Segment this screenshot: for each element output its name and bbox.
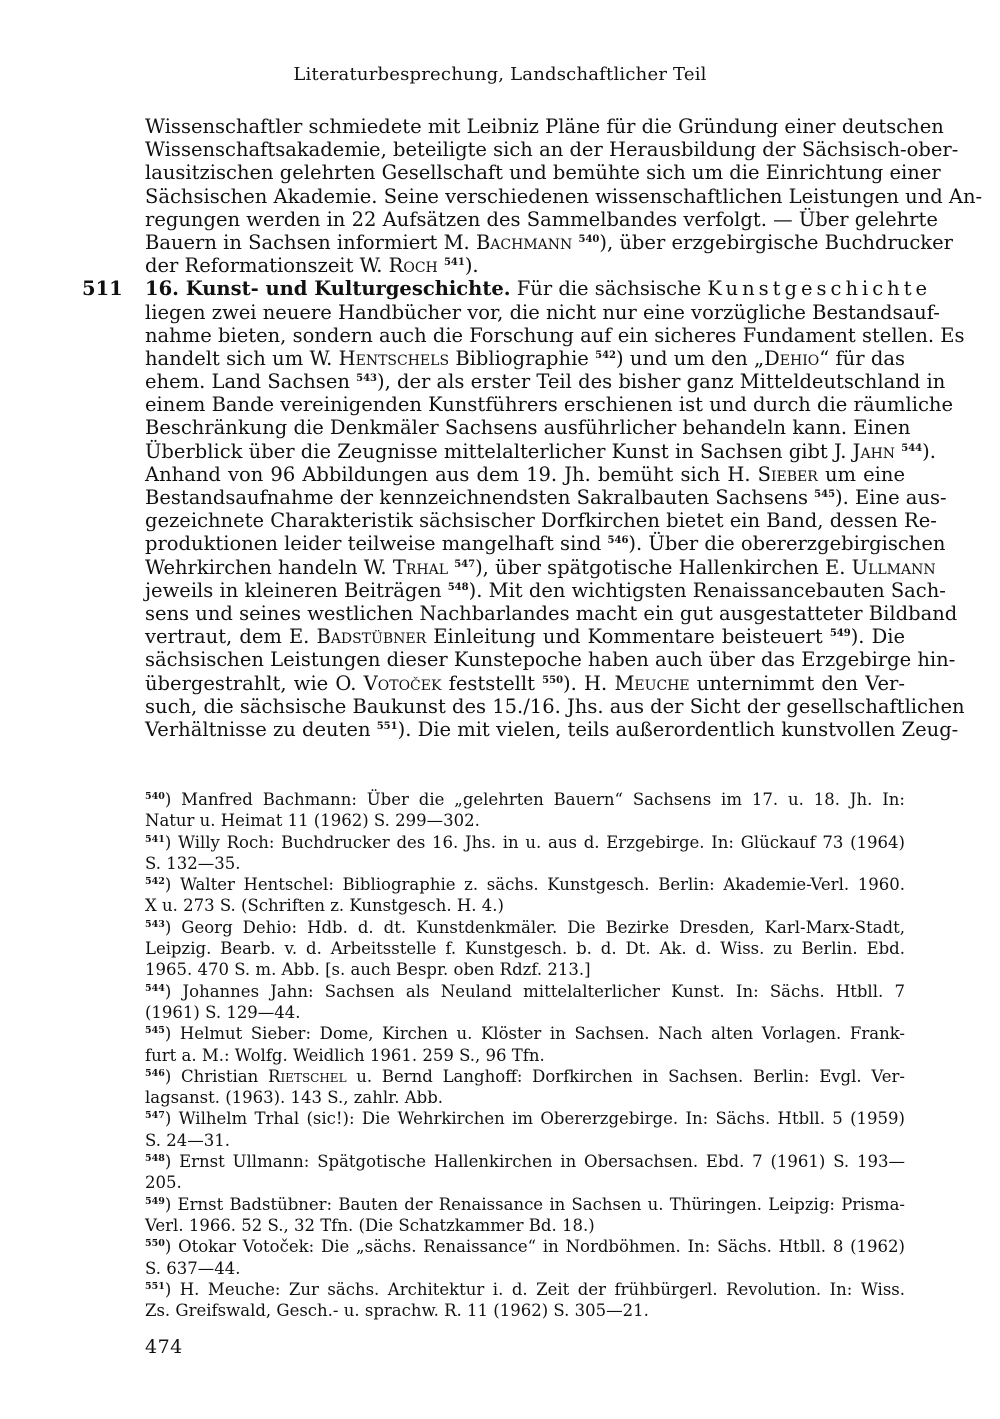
text-run: u. Bernd Langhoff: Dorfkirchen in Sachsen. Berlin: Evgl. Ver-	[346, 1066, 906, 1086]
text-run: handelt sich um W.	[145, 346, 339, 370]
text-run: ) Manfred Bachmann: Über die „gelehrten Bauern“ Sachsens im 17. u. 18. Jh. In:	[164, 790, 905, 809]
running-header: Literaturbesprechung, Landschaftlicher Teil	[293, 64, 707, 85]
text-line	[145, 463, 905, 486]
footnote-ref: 550	[542, 674, 564, 686]
footnote-line: (1961) S. 129—44.	[145, 1002, 301, 1022]
footnote-line	[145, 874, 905, 895]
text-line	[145, 370, 946, 394]
body-text	[82, 115, 983, 741]
footnote-541	[145, 832, 905, 875]
text-run: ).	[464, 254, 479, 278]
text-run: ). Eine aus-	[835, 486, 947, 509]
text-run: ). Mit den wichtigsten Renaissancebauten Sach-	[468, 578, 946, 602]
footnote-line	[145, 917, 905, 938]
spaced-term: Kunstgeschichte	[707, 277, 932, 301]
text-line: lausitzischen gelehrten Gesellschaft und bemühte sich um die Einrichtung einer	[145, 161, 941, 185]
footnote-line: lagsanst. (1963). 143 S., zahlr. Abb.	[145, 1088, 444, 1108]
text-run: ) Ernst Ullmann: Spätgotische Hallenkirchen in Obersachsen. Ebd. 7 (1961) S. 193—	[164, 1152, 905, 1172]
footnote-549	[145, 1194, 905, 1237]
footnote-number: 549	[145, 1195, 165, 1207]
footnote-line: X u. 273 S. (Schriften z. Kunstgesch. H. 4.)	[145, 896, 504, 916]
author-name: Sieber	[757, 462, 818, 486]
text-run: “ für das	[819, 346, 905, 370]
text-run: ) Helmut Sieber: Dome, Kirchen u. Klöster in Sachsen. Nach alten Vorlagen. Frank-	[164, 1024, 905, 1044]
footnote-line	[145, 981, 905, 1002]
footnote-ref: 542	[595, 349, 617, 361]
text-run: Anhand von 96 Abbildungen aus dem 19. Jh. bemüht sich H.	[145, 462, 758, 486]
text-run: unternimmt den Ver-	[689, 671, 905, 695]
text-run: Verhältnisse zu deuten	[145, 717, 377, 741]
text-line	[145, 672, 905, 695]
text-run: der Reformationszeit W.	[145, 254, 389, 278]
text-run: übergestrahlt, wie O.	[145, 671, 364, 695]
author-name: Jahn	[852, 439, 896, 463]
page-number: 474	[145, 1336, 183, 1358]
author-name: Bachmann	[475, 230, 573, 254]
footnote-line: S. 132—35.	[145, 853, 241, 873]
footnote-547	[145, 1108, 905, 1151]
text-run: Für die sächsische	[510, 277, 708, 301]
footnote-number: 547	[145, 1110, 165, 1122]
footnote-ref: 546	[607, 535, 629, 547]
footnote-ref: 540	[578, 233, 600, 245]
margin-number: 511	[82, 277, 123, 301]
footnote-line	[145, 1236, 905, 1257]
author-name: Votoček	[363, 671, 442, 695]
footnote-number: 540	[145, 791, 165, 802]
text-line: regungen werden in 22 Aufsätzen des Sammelbandes verfolgt. — Über gelehrte	[145, 207, 938, 231]
footnote-line	[145, 1151, 905, 1172]
text-run: ) Georg Dehio: Hdb. d. dt. Kunstdenkmäler. Die Bezirke Dresden, Karl-Marx-Stadt,	[164, 917, 905, 937]
text-line: liegen zwei neuere Handbücher vor, die nicht nur eine vorzügliche Bestandsauf-	[145, 300, 940, 324]
footnote-number: 542	[145, 876, 165, 888]
text-line	[145, 486, 947, 509]
text-run: ), der als erster Teil des bisher ganz Mitteldeutschland in	[377, 370, 946, 394]
footnote-line: Zs. Greifswald, Gesch.- u. sprachw. R. 11 (1962) S. 305—21.	[145, 1301, 649, 1321]
author-name: Rietschel	[268, 1066, 347, 1086]
text-run: ) Walter Hentschel: Bibliographie z. sächs. Kunstgesch. Berlin: Akademie-Verl. 1960.	[164, 875, 905, 895]
footnote-line: furt a. M.: Wolfg. Weidlich 1961. 259 S., 96 Tfn.	[145, 1045, 545, 1065]
footnote-550	[145, 1236, 905, 1279]
footnote-line	[145, 1108, 905, 1129]
author-name: Trhal	[392, 555, 448, 579]
text-run: Bestandsaufnahme der kennzeichnendsten Sakralbauten Sachsens	[145, 486, 815, 509]
footnote-544	[145, 981, 905, 1024]
text-line: Beschränkung die Denkmäler Sachsens ausführlicher behandeln kann. Einen	[145, 416, 911, 440]
footnote-line	[145, 832, 905, 853]
footnote-number: 541	[145, 833, 165, 845]
author-name: Meuche	[614, 671, 690, 695]
text-run: Einleitung und Kommentare beisteuert	[426, 625, 830, 649]
text-run: ). Über die obererzgebirgischen	[628, 532, 946, 556]
section-heading: 16. Kunst- und Kulturgeschichte.	[145, 277, 511, 301]
text-run: um eine	[817, 462, 905, 486]
text-line: sens und seines westlichen Nachbarlandes macht ein gut ausgestatteter Bildband	[145, 601, 958, 625]
footnotes	[145, 789, 905, 1321]
footnote-ref: 543	[356, 373, 377, 385]
text-run: jeweils in kleineren Beiträgen	[145, 578, 448, 602]
footnote-542	[145, 874, 905, 917]
paragraph-1	[145, 115, 983, 278]
text-line	[145, 578, 946, 602]
footnote-number: 551	[145, 1280, 165, 1292]
author-name: Roch	[388, 254, 438, 278]
text-run: ) Johannes Jahn: Sachsen als Neuland mittelalterlicher Kunst. In: Sächs. Htbll. 7	[164, 981, 905, 1001]
text-run: ).	[922, 439, 936, 463]
text-run: ) Ernst Badstübner: Bauten der Renaissance in Sachsen u. Thüringen. Leipzig: Prisma-	[164, 1194, 905, 1214]
text-line	[145, 439, 936, 463]
footnote-number: 543	[145, 918, 165, 930]
footnote-line: 205.	[145, 1173, 182, 1193]
text-line	[145, 625, 905, 648]
footnote-551	[145, 1279, 905, 1322]
text-run: ehem. Land Sachsen	[145, 370, 357, 394]
text-line	[145, 254, 905, 277]
footnote-545	[145, 1023, 905, 1066]
text-line: gezeichnete Charakteristik sächsischer Dorfkirchen bietet ein Band, dessen Re-	[145, 509, 937, 533]
text-line: sächsischen Leistungen dieser Kunstepoche haben auch über das Erzgebirge hin-	[145, 648, 956, 672]
text-run: ), über erzgebirgische Buchdrucker	[599, 230, 953, 254]
text-run: feststellt	[441, 671, 543, 695]
footnote-line	[145, 1066, 905, 1087]
footnote-number: 550	[145, 1238, 165, 1250]
text-line	[145, 230, 953, 254]
footnote-line: S. 24—31.	[145, 1130, 230, 1150]
text-run: ) und um den „	[616, 346, 765, 370]
footnote-number: 545	[145, 1025, 165, 1037]
author-name: Ullmann	[851, 555, 936, 579]
text-run: Bauern in Sachsen informiert M.	[145, 230, 476, 254]
footnote-543	[145, 917, 905, 981]
footnote-ref: 548	[447, 581, 469, 593]
text-run: ) Wilhelm Trhal (sic!): Die Wehrkirchen im Obererzgebirge. In: Sächs. Htbll. 5 (1959)	[164, 1109, 905, 1129]
footnote-number: 544	[145, 982, 165, 994]
text-run: ). Die mit vielen, teils außerordentlich kunstvollen Zeug-	[397, 717, 959, 741]
text-line: Wissenschaftler schmiedete mit Leibniz Pläne für die Gründung einer deutschen	[145, 115, 944, 138]
text-line: Sächsischen Akademie. Seine verschiedenen wissenschaftlichen Leistungen und An-	[145, 184, 983, 208]
text-line: nahme bieten, sondern auch die Forschung auf ein sicheres Fundament stellen. Es	[145, 323, 965, 347]
footnote-line: Natur u. Heimat 11 (1962) S. 299—302.	[145, 811, 480, 831]
text-run: ) Otokar Votoček: Die „sächs. Renaissance“ in Nordböhmen. In: Sächs. Htbll. 8 (1962)	[164, 1237, 905, 1257]
footnote-ref: 549	[829, 628, 851, 640]
text-line	[145, 532, 946, 556]
text-line	[145, 717, 959, 741]
text-run: ) Willy Roch: Buchdrucker des 16. Jhs. in u. aus d. Erzgebirge. In: Glückauf 73 (1964)	[164, 832, 905, 852]
footnote-line	[145, 1279, 905, 1300]
text-line	[145, 347, 905, 370]
footnote-line	[145, 1194, 905, 1215]
text-line: such, die sächsische Baukunst des 15./16. Jhs. aus der Sicht der gesellschaftlichen	[145, 694, 965, 718]
footnote-line	[145, 789, 905, 810]
text-run: Überblick über die Zeugnisse mittelalterlicher Kunst in Sachsen gibt J.	[145, 439, 853, 463]
footnote-number: 546	[145, 1067, 165, 1079]
text-run: ), über spätgotische Hallenkirchen E.	[475, 555, 852, 579]
footnote-548	[145, 1151, 905, 1194]
text-line	[82, 277, 932, 301]
text-line: Wissenschaftsakademie, beteiligte sich an der Herausbildung der Sächsisch-ober-	[145, 138, 959, 162]
text-run: Bibliographie	[449, 346, 596, 370]
footnote-ref: 544	[901, 442, 923, 454]
footnote-line: S. 637—44.	[145, 1258, 241, 1278]
text-run: Wehrkirchen handeln W.	[145, 555, 393, 579]
footnote-number: 548	[145, 1153, 165, 1165]
text-line: einem Bande vereinigenden Kunstführers erschienen ist und durch die räumliche	[145, 393, 953, 417]
text-run: ) Christian	[164, 1066, 269, 1086]
footnote-line: 1965. 470 S. m. Abb. [s. auch Bespr. oben Rdzf. 213.]	[145, 960, 591, 980]
footnote-ref: 541	[443, 257, 465, 269]
footnote-line: Leipzig. Bearb. v. d. Arbeitsstelle f. Kunstgesch. b. d. Dt. Ak. d. Wiss. zu Berlin. Ebd.	[145, 939, 905, 959]
footnote-ref: 551	[376, 720, 398, 732]
text-run: ) H. Meuche: Zur sächs. Architektur i. d. Zeit der frühbürgerl. Revolution. In: Wiss.	[164, 1279, 905, 1299]
footnote-540	[145, 789, 905, 832]
text-run: ). Die	[850, 625, 905, 649]
text-line	[145, 555, 936, 579]
paragraph-2	[82, 277, 965, 741]
text-run: ). H.	[563, 671, 615, 695]
author-name: Hentschels	[338, 346, 450, 370]
text-run: vertraut, dem E.	[145, 625, 317, 649]
footnote-ref: 545	[814, 489, 836, 500]
author-name: Badstübner	[316, 625, 427, 649]
author-name: Dehio	[764, 346, 820, 370]
footnote-ref: 547	[454, 558, 476, 570]
footnote-line	[145, 1023, 905, 1044]
footnote-line: Verl. 1966. 52 S., 32 Tfn. (Die Schatzkammer Bd. 18.)	[145, 1215, 595, 1235]
footnote-546	[145, 1066, 905, 1109]
text-run: produktionen leider teilweise mangelhaft sind	[145, 532, 608, 556]
